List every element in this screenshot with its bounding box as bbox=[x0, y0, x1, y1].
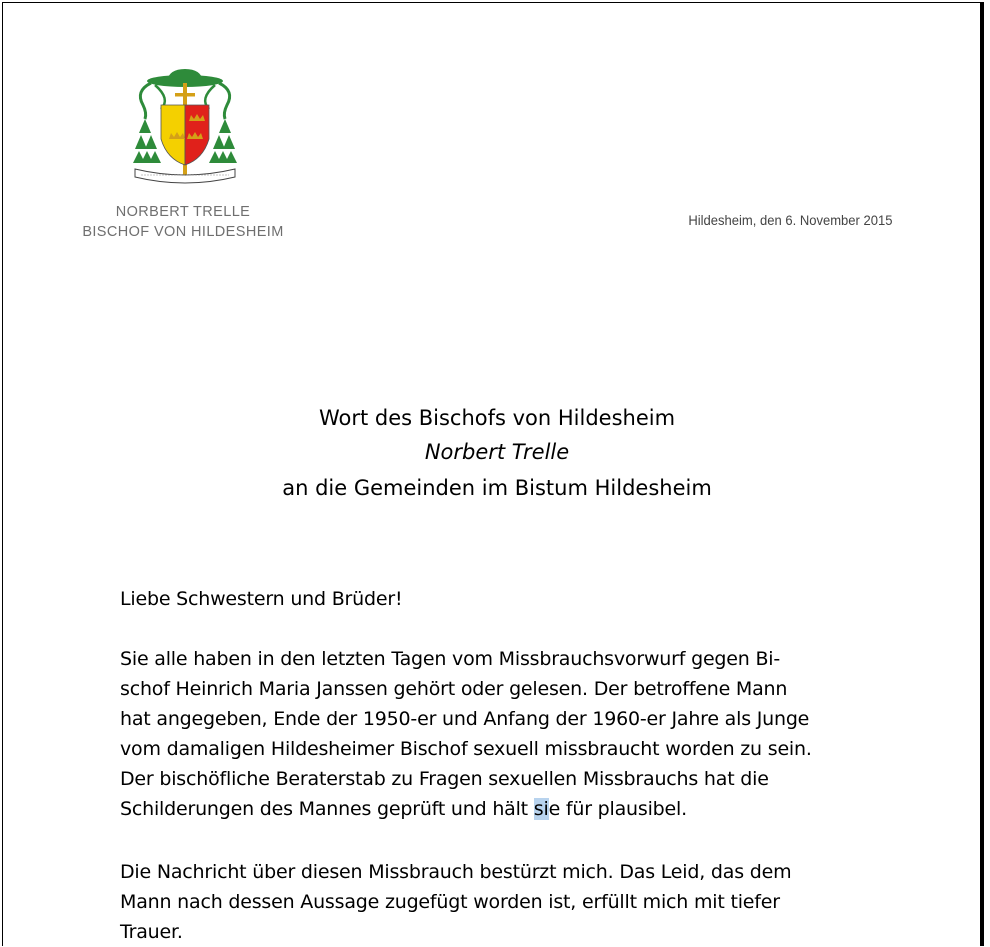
paragraph-line: Die Nachricht über diesen Missbrauch bestürzt mich. Das Leid, das dem bbox=[120, 861, 792, 883]
paragraph-line: Der bischöfliche Beraterstab zu Fragen sexuellen Missbrauchs hat die bbox=[120, 768, 769, 790]
salutation: Liebe Schwestern und Brüder! bbox=[120, 588, 403, 610]
paragraph-1 bbox=[120, 644, 880, 824]
paragraph-line: hat angegeben, Ende der 1950-er und Anfang der 1960-er Jahre als Junge bbox=[120, 708, 810, 730]
letter-heading-line3: an die Gemeinden im Bistum Hildesheim bbox=[282, 476, 712, 500]
paragraph-line: Trauer. bbox=[120, 921, 183, 943]
paragraph-line: schof Heinrich Maria Janssen gehört oder gelesen. Der betroffene Mann bbox=[120, 678, 788, 700]
paragraph-line bbox=[120, 794, 880, 824]
document-page bbox=[2, 2, 984, 946]
bishop-name: NORBERT TRELLE bbox=[115, 204, 251, 220]
paragraph-2 bbox=[120, 857, 880, 947]
letter-date: Hildesheim, den 6. November 2015 bbox=[687, 212, 892, 228]
bishop-title: BISCHOF VON HILDESHEIM bbox=[82, 224, 284, 240]
text-before-selection: Schilderungen des Mannes geprüft und hält bbox=[120, 798, 534, 820]
letter-heading-line1: Wort des Bischofs von Hildesheim bbox=[318, 406, 676, 430]
paragraph-line: vom damaligen Hildesheimer Bischof sexuell missbraucht worden zu sein. bbox=[120, 738, 812, 760]
text-after-selection: e für plausibel. bbox=[548, 798, 687, 820]
episcopal-coat-of-arms-icon bbox=[131, 69, 239, 193]
paragraph-line: Mann nach dessen Aussage zugefügt worden ist, erfüllt mich mit tiefer bbox=[120, 891, 780, 913]
text-selection[interactable]: si bbox=[533, 798, 549, 820]
paragraph-line: Sie alle haben in den letzten Tagen vom Missbrauchsvorwurf gegen Bi- bbox=[120, 648, 781, 670]
letter-heading-line2: Norbert Trelle bbox=[424, 440, 570, 464]
